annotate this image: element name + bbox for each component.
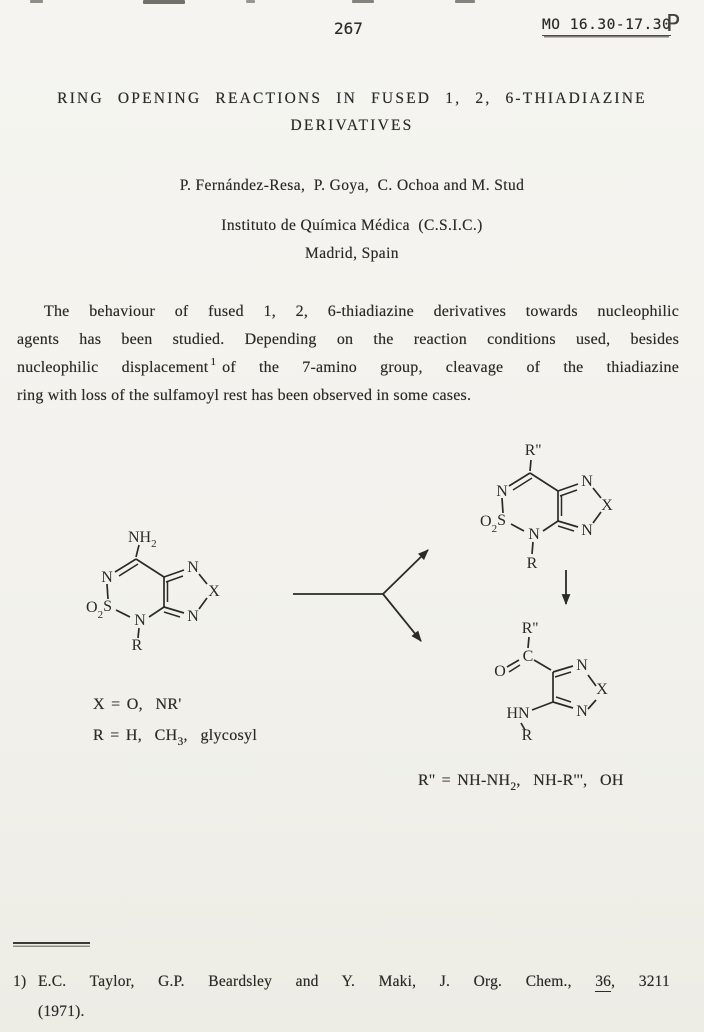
- bond: [136, 559, 164, 577]
- bond-double: [513, 478, 532, 490]
- atom-label: N: [581, 522, 593, 539]
- atom-label: N: [581, 473, 593, 490]
- atom-label: X: [601, 497, 613, 514]
- atom-label: N: [101, 569, 113, 586]
- bond: [136, 545, 139, 557]
- scan-artifact: [143, 0, 185, 4]
- bond-double: [509, 665, 520, 672]
- atom-label: $NH_2$: [128, 529, 157, 550]
- bond: [588, 700, 596, 709]
- bond: [593, 512, 601, 523]
- bond: [115, 559, 136, 572]
- footnote-rule: [13, 942, 90, 948]
- atom-label: O: [494, 663, 506, 680]
- atom-label: N: [187, 608, 199, 625]
- bond: [528, 637, 529, 648]
- subscript: 2: [510, 781, 517, 793]
- legend-r-double-prime: $R'' = NH-NH_2$, NH-R''', OH: [418, 772, 624, 793]
- abstract-line-4: ring with loss of the sulfamoyl rest has been observed in some cases.: [17, 387, 472, 404]
- abstract-line-3: [17, 356, 680, 377]
- atom-label: R: [521, 727, 533, 744]
- bond: [199, 574, 207, 584]
- atom-label: C: [522, 648, 534, 665]
- journal-volume: 36: [595, 973, 612, 990]
- title-line-1: RING OPENING REACTIONS IN FUSED 1, 2, 6-THIADIAZINE: [57, 90, 647, 107]
- abstract-line-3-continued: of the 7-amino group, cleavage of the thiadiazine: [222, 359, 680, 376]
- arrow-lower: [383, 594, 421, 641]
- abstract-line-3-text: nucleophilic displacement: [17, 359, 209, 376]
- bond: [532, 702, 553, 710]
- footnote-reference-line-2: (1971).: [38, 1003, 85, 1020]
- session-letter: P: [666, 11, 680, 37]
- atom-label: R'': [524, 442, 542, 459]
- bond-double: [555, 672, 571, 677]
- bond: [532, 542, 533, 554]
- bond-double: [166, 576, 183, 582]
- bond: [116, 610, 130, 617]
- bond: [164, 607, 184, 613]
- abstract-line-2: agents has been studied. Depending on the reaction conditions used, besides: [17, 331, 679, 348]
- intermediate-structure: [480, 442, 613, 572]
- atom-label: X: [208, 583, 220, 600]
- footnote-marker: 1): [13, 973, 27, 990]
- page-number: 267: [334, 19, 363, 38]
- bond-double: [556, 697, 571, 702]
- reaction-scheme: [0, 430, 704, 810]
- reactant-structure: [86, 529, 220, 654]
- bond: [553, 702, 573, 708]
- arrow-upper: [383, 550, 428, 594]
- atom-label: $O_2S$: [86, 598, 112, 621]
- bond: [558, 521, 578, 527]
- bond: [149, 607, 164, 617]
- atom-label: N: [134, 612, 146, 629]
- affiliation: Instituto de Química Médica (C.S.I.C.): [221, 217, 483, 234]
- bond-double: [119, 564, 138, 576]
- bond: [534, 660, 551, 670]
- bond: [588, 675, 596, 686]
- bond: [138, 628, 139, 638]
- bond: [593, 488, 601, 498]
- bond: [530, 473, 558, 491]
- atom-label: $O_2S$: [480, 512, 506, 535]
- subscript: 3: [177, 736, 184, 748]
- legend-r: R = H, $CH_3$, glycosyl: [93, 727, 258, 748]
- atom-label: N: [528, 526, 540, 543]
- atom-label: HN: [506, 705, 530, 722]
- bond: [553, 666, 573, 672]
- atom-label: R: [131, 637, 143, 654]
- bond-double: [558, 526, 574, 531]
- scan-artifact: [246, 0, 255, 3]
- bond: [543, 521, 558, 531]
- atom-label: N: [576, 703, 588, 720]
- bond: [511, 524, 524, 531]
- scan-artifact: [352, 0, 374, 3]
- product-structure: [494, 620, 608, 744]
- bond: [107, 584, 108, 599]
- scan-artifact: [455, 0, 475, 3]
- bond-double: [164, 612, 180, 617]
- title-line-2: DERIVATIVES: [290, 117, 414, 134]
- session-code: MO 16.30-17.30: [542, 17, 671, 36]
- location: Madrid, Spain: [305, 245, 399, 262]
- footnote-reference: E.C. Taylor, G.P. Beardsley and Y. Maki, J. Org. Chem., 36, 3211: [38, 973, 670, 990]
- atom-label: R: [526, 555, 538, 572]
- bond: [502, 498, 503, 513]
- branch-arrows: [293, 550, 428, 641]
- bond: [199, 598, 207, 609]
- legend-x: X = O, NR': [93, 696, 182, 713]
- authors: P. Fernández-Resa, P. Goya, C. Ochoa and M. Stud: [179, 177, 525, 194]
- atom-label: R'': [521, 620, 539, 637]
- atom-label: N: [496, 483, 508, 500]
- bond: [530, 460, 531, 471]
- footnote-reference-superscript: 1: [210, 356, 217, 368]
- scan-artifact: [30, 0, 43, 3]
- atom-label: N: [187, 559, 199, 576]
- abstract-line-1: The behaviour of fused 1, 2, 6-thiadiazine derivatives towards nucleophilic: [44, 303, 679, 320]
- atom-label: N: [576, 657, 588, 674]
- bond: [509, 473, 530, 486]
- bond-double: [560, 490, 577, 496]
- atom-label: X: [596, 681, 608, 698]
